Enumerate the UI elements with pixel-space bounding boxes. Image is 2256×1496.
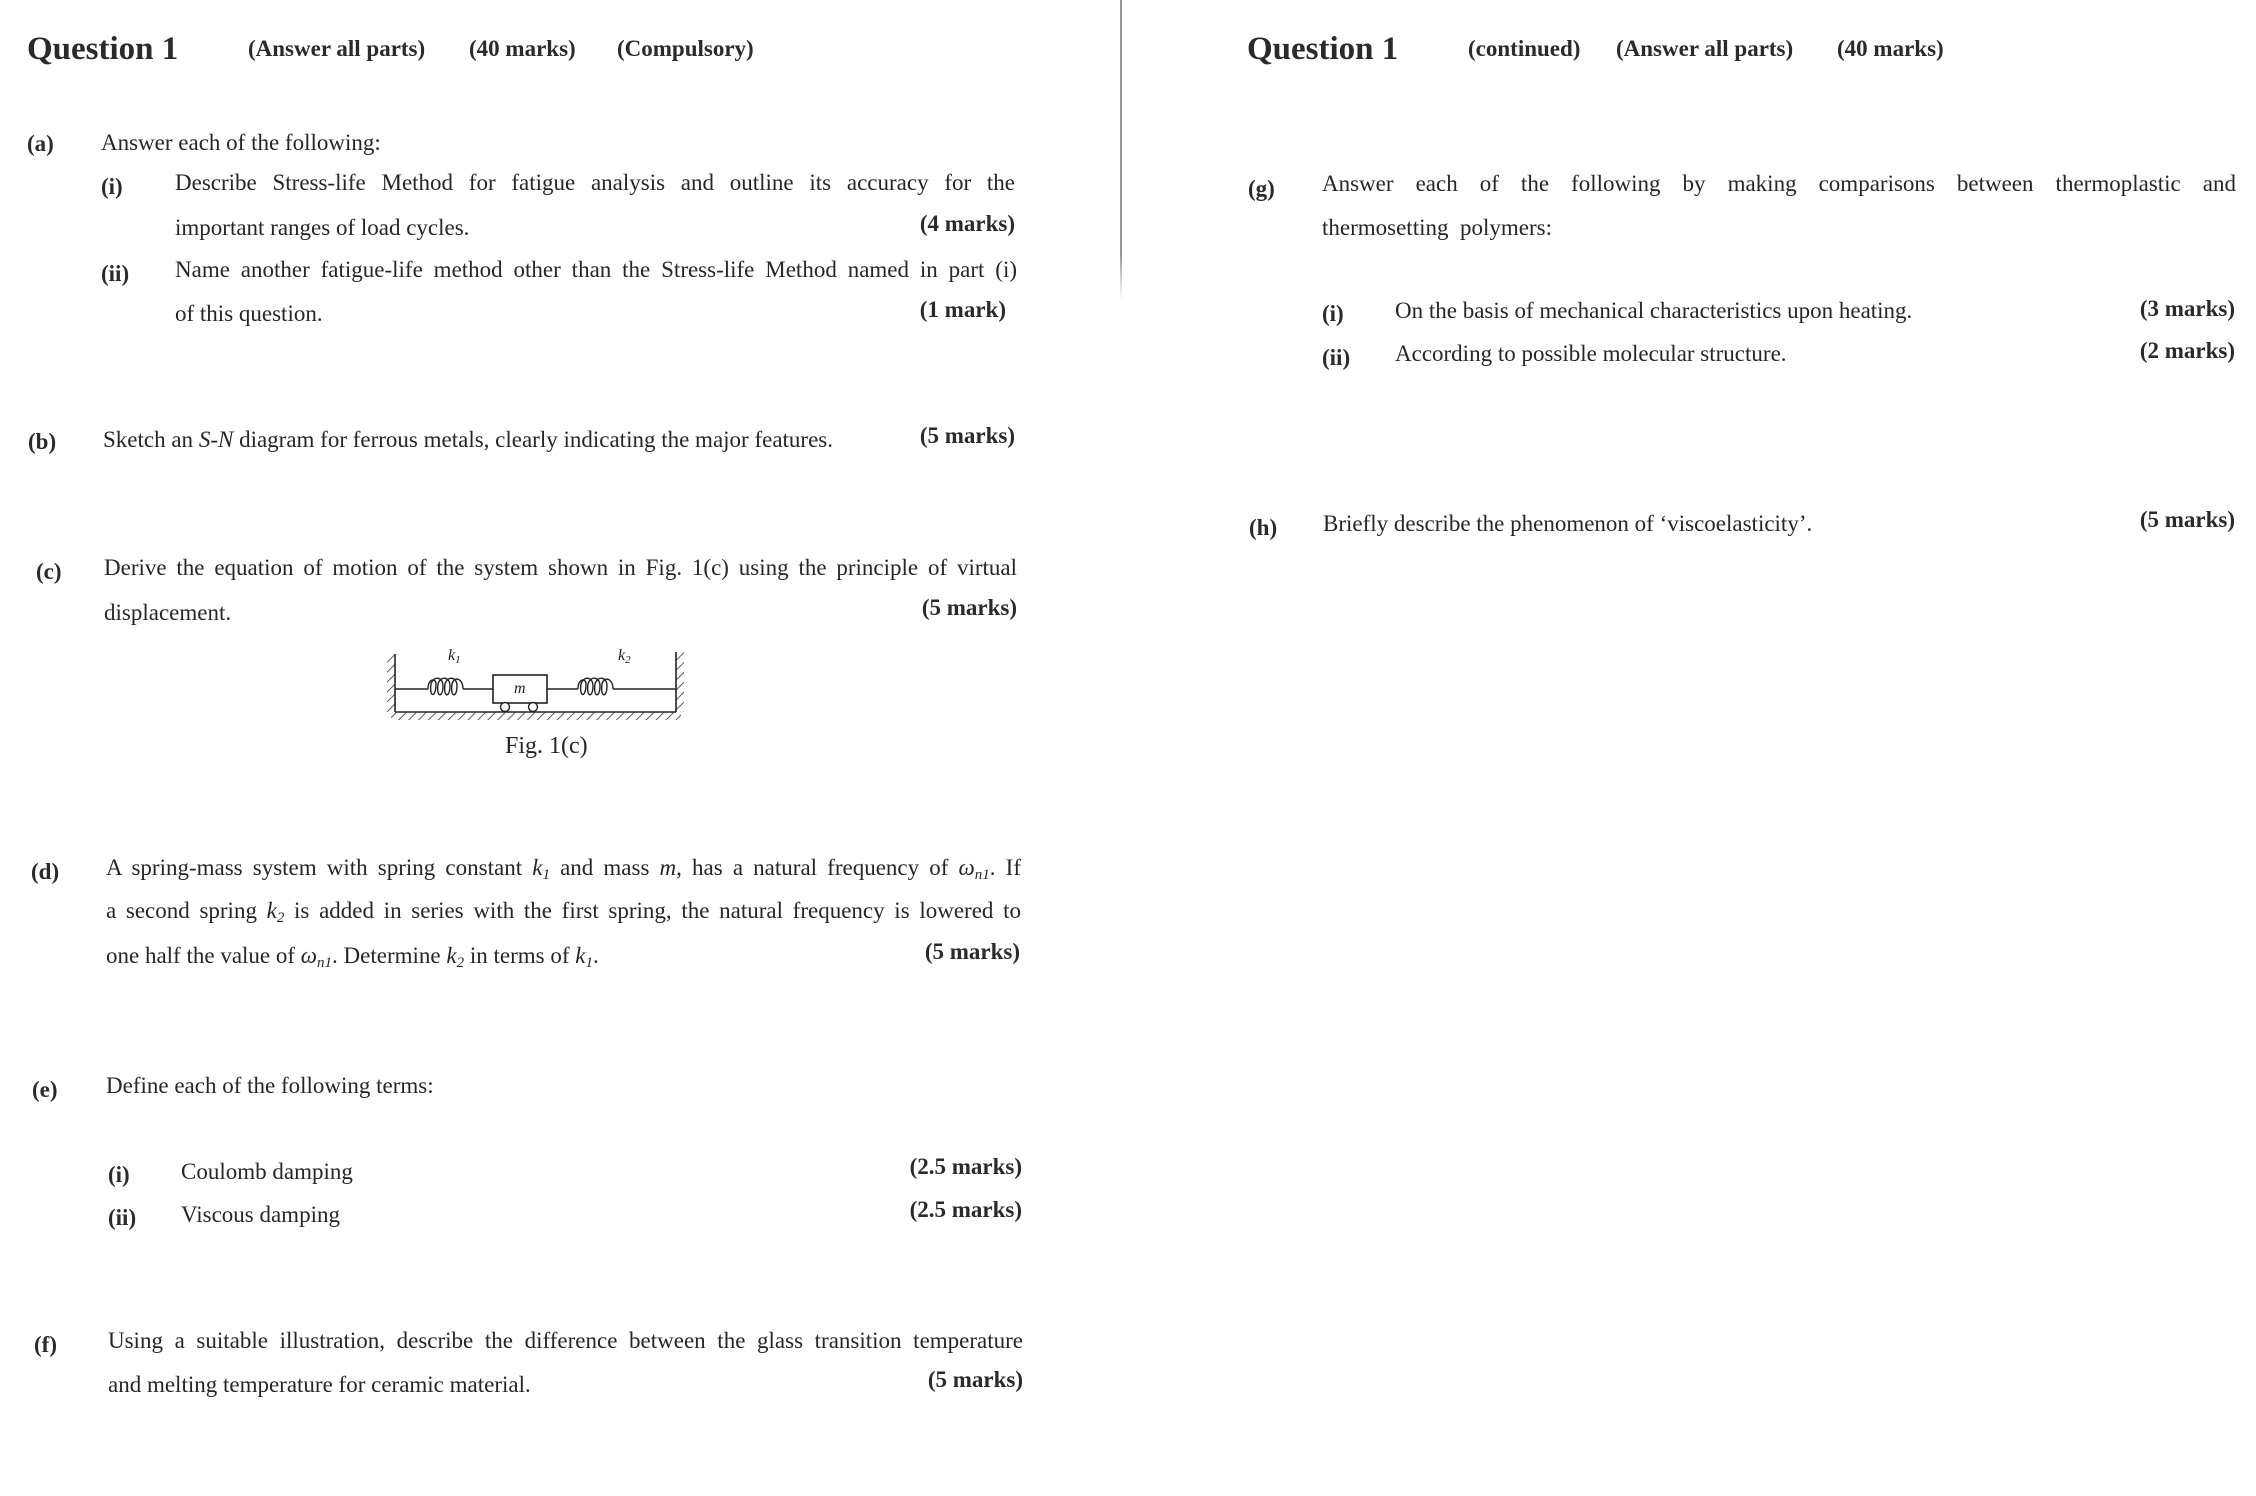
header-tag-answer-all: (Answer all parts) — [248, 36, 426, 61]
page-title: Question 1 — [1247, 31, 1399, 67]
subpart-text: Viscous damping — [181, 1202, 340, 1227]
mass-label: m — [514, 680, 526, 697]
spring-k1-label: $k_1$ — [448, 647, 461, 666]
part-label: (c) — [36, 559, 62, 584]
part-label: (h) — [1249, 515, 1278, 540]
part-intro: Answer each of the following: — [101, 130, 381, 155]
part-text: Sketch an S-N diagram for ferrous metals, clearly indicating the major features. — [103, 427, 833, 452]
header-tag-marks: (40 marks) — [1837, 36, 1944, 61]
part-text-line2: displacement. — [104, 600, 232, 625]
spring-mass-figure — [383, 646, 688, 726]
part-text-line2: thermosetting polymers: — [1322, 215, 1552, 240]
part-text-line1: Derive the equation of motion of the system shown in Fig. 1(c) using the principle of virtual — [104, 555, 1017, 580]
header-tag-continued: (continued) — [1468, 36, 1581, 61]
marks: (3 marks) — [2139, 296, 2235, 321]
subpart-label: (ii) — [108, 1205, 137, 1230]
spring-k2-label: $k_2$ — [618, 647, 631, 666]
marks: (5 marks) — [919, 423, 1015, 448]
part-text-line2: a second spring $k_2$ is added in series with the first spring, the natural frequency is lowered to — [106, 898, 1021, 926]
part-label: (e) — [32, 1077, 58, 1102]
part-text: Briefly describe the phenomenon of ‘viscoelasticity’. — [1323, 511, 1813, 536]
spring-mass-diagram-icon — [383, 646, 688, 726]
header-tag-compulsory: (Compulsory) — [617, 36, 754, 61]
part-label: (g) — [1248, 176, 1275, 201]
part-text-line3: one half the value of $\omega_{n1}$. Determine $k_2$ in terms of $k_1$. — [106, 943, 599, 971]
subpart-text: On the basis of mechanical characteristics upon heating. — [1395, 298, 1913, 323]
part-intro: Define each of the following terms: — [106, 1073, 434, 1098]
marks: (5 marks) — [927, 1367, 1023, 1392]
subpart-label: (ii) — [101, 261, 130, 286]
page-title: Question 1 — [27, 31, 179, 67]
subpart-text-line1: Describe Stress-life Method for fatigue analysis and outline its accuracy for the — [175, 170, 1015, 195]
figure-caption: Fig. 1(c) — [505, 733, 588, 759]
subpart-label: (i) — [108, 1162, 130, 1187]
marks: (5 marks) — [921, 595, 1017, 620]
page-divider — [1120, 0, 1122, 300]
part-text-line1: Using a suitable illustration, describe the difference between the glass transition temperature — [108, 1328, 1023, 1353]
marks: (1 mark) — [919, 297, 1006, 322]
subpart-text-line2: important ranges of load cycles. — [175, 215, 470, 240]
subpart-label: (ii) — [1322, 345, 1351, 370]
part-label: (b) — [28, 429, 57, 454]
subpart-label: (i) — [101, 174, 123, 199]
marks: (2 marks) — [2139, 338, 2235, 363]
part-label: (d) — [31, 859, 60, 884]
part-text-line1: Answer each of the following by making comparisons between thermoplastic and — [1322, 171, 2236, 196]
part-label: (a) — [27, 131, 54, 156]
subpart-label: (i) — [1322, 301, 1344, 326]
marks: (4 marks) — [919, 211, 1015, 236]
marks: (2.5 marks) — [909, 1154, 1022, 1179]
part-text-line2: and melting temperature for ceramic material. — [108, 1372, 531, 1397]
marks: (5 marks) — [2139, 507, 2235, 532]
subpart-text: According to possible molecular structure. — [1395, 341, 1787, 366]
header-tag-answer-all: (Answer all parts) — [1616, 36, 1794, 61]
subpart-text-line2: of this question. — [175, 301, 323, 326]
subpart-text-line1: Name another fatigue-life method other than the Stress-life Method named in part (i) — [175, 257, 1017, 282]
marks: (2.5 marks) — [909, 1197, 1022, 1222]
subpart-text: Coulomb damping — [181, 1159, 353, 1184]
header-tag-marks: (40 marks) — [469, 36, 576, 61]
part-label: (f) — [34, 1332, 57, 1357]
marks: (5 marks) — [924, 939, 1020, 964]
part-text-line1: A spring-mass system with spring constant $k_1$ and mass m, has a natural frequency of $\omega_{n1}$. If — [106, 855, 1021, 883]
